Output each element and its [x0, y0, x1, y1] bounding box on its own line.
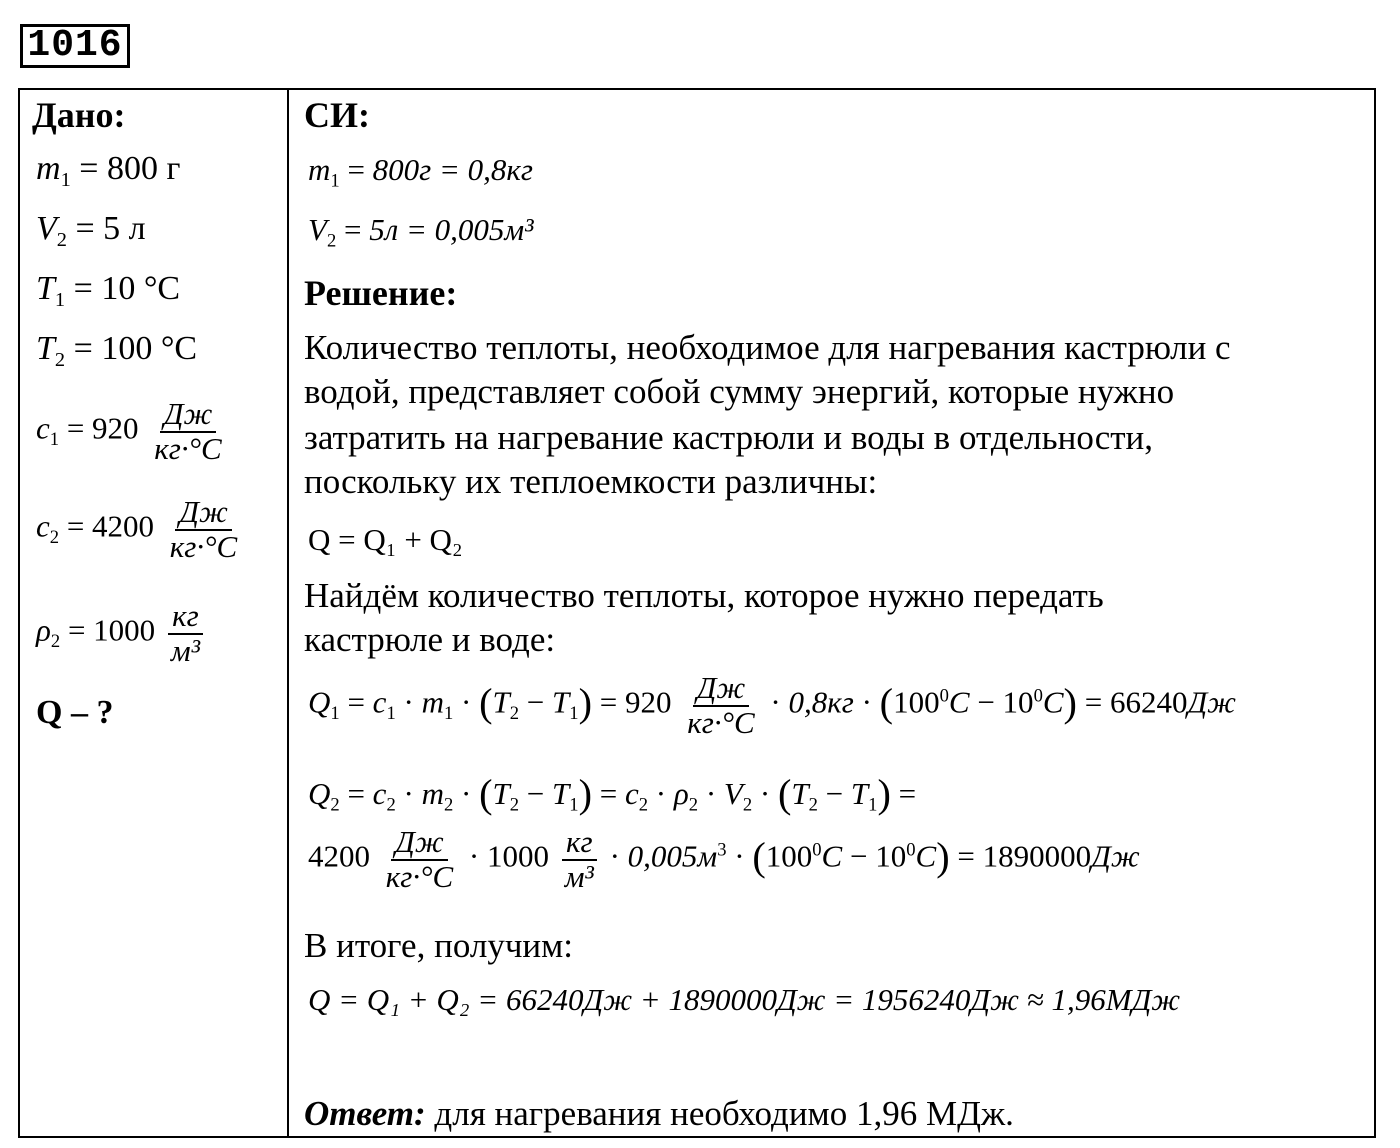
formula-q2-def: $Q_2 = c_2 \cdot m_2 \cdot (T_2 - T_1) = c_2 \cdot \rho_2 \cdot V_2 \cdot (T_2 - T_1)$ = — [308, 771, 917, 817]
answer-text: для нагревания необходимо 1,96 МДж. — [425, 1094, 1014, 1133]
solution-text-line-5: Найдём количество теплоты, которое нужно передать — [304, 576, 1104, 615]
given-m1: $m_1 = 800$ г — [36, 150, 181, 192]
given-rho2: $\rho_2 = 1000$ $\frac{кг}{\text{м³}}$ — [36, 600, 208, 667]
given-t1: $T_1 = 10$ °C — [36, 270, 181, 312]
answer-line — [304, 1094, 1014, 1134]
given-unknown: Q – ? — [36, 694, 114, 731]
solution-text-line-2: водой, представляет собой сумму энергий, которые нужно — [304, 372, 1175, 411]
si-heading: СИ: — [304, 95, 370, 135]
solution-text-line-4: поскольку их теплоемкости различны: — [304, 462, 878, 501]
problem-number: 1016 — [27, 24, 123, 67]
si-v2: $V_2 = 5л = 0,005м^3$ — [308, 212, 534, 252]
solution-text-line-6: кастрюле и воде: — [304, 620, 556, 659]
formula-q2-calc: 4200 $\frac{Дж}{кг\cdot^\circ C}$ · 1000 $\frac{кг}{\text{м³}}$ · $0,005м^3 \cdot (100^0C - 10^0C) = 1890000Дж$ — [308, 824, 1140, 894]
given-c2: $c_2 = 4200$ $\frac{Дж}{кг\cdot^\circ C}$ — [36, 494, 238, 564]
given-t2: $T_2 = 100$ °C — [36, 330, 198, 372]
solution-text-line-7: В итоге, получим: — [304, 926, 574, 965]
answer-label: Ответ: — [304, 1094, 426, 1133]
formula-sum: Q = Q₁ + Q₂ — [308, 522, 463, 557]
si-m1: $m_1 = 800г = 0,8кг$ — [308, 152, 534, 192]
solution-heading: Решение: — [304, 273, 458, 313]
given-c1: $c_1 = 920$ $\frac{Дж}{кг\cdot^\circ C}$ — [36, 396, 222, 466]
column-divider — [287, 88, 289, 1138]
solution-text-line-1: Количество теплоты, необходимое для нагревания кастрюли с — [304, 328, 1231, 367]
given-v2: $V_2 = 5$ л — [36, 210, 146, 252]
given-heading: Дано: — [32, 95, 126, 135]
problem-number-box — [20, 24, 130, 68]
solution-text-line-3: затратить на нагревание кастрюли и воды в отдельности, — [304, 418, 1154, 457]
formula-q1: $Q_1 = c_1 \cdot m_1 \cdot (T_2 - T_1) = 920$ $\frac{Дж}{кг\cdot^\circ C}$ · $0,8кг \cdot (100^0C - 10^0C) = 66240Дж$ — [308, 670, 1237, 740]
formula-total: Q = Q₁ + Q₂ = 66240Дж + 1890000Дж = 1956240Дж ≈ 1,96МДж — [308, 982, 1181, 1017]
